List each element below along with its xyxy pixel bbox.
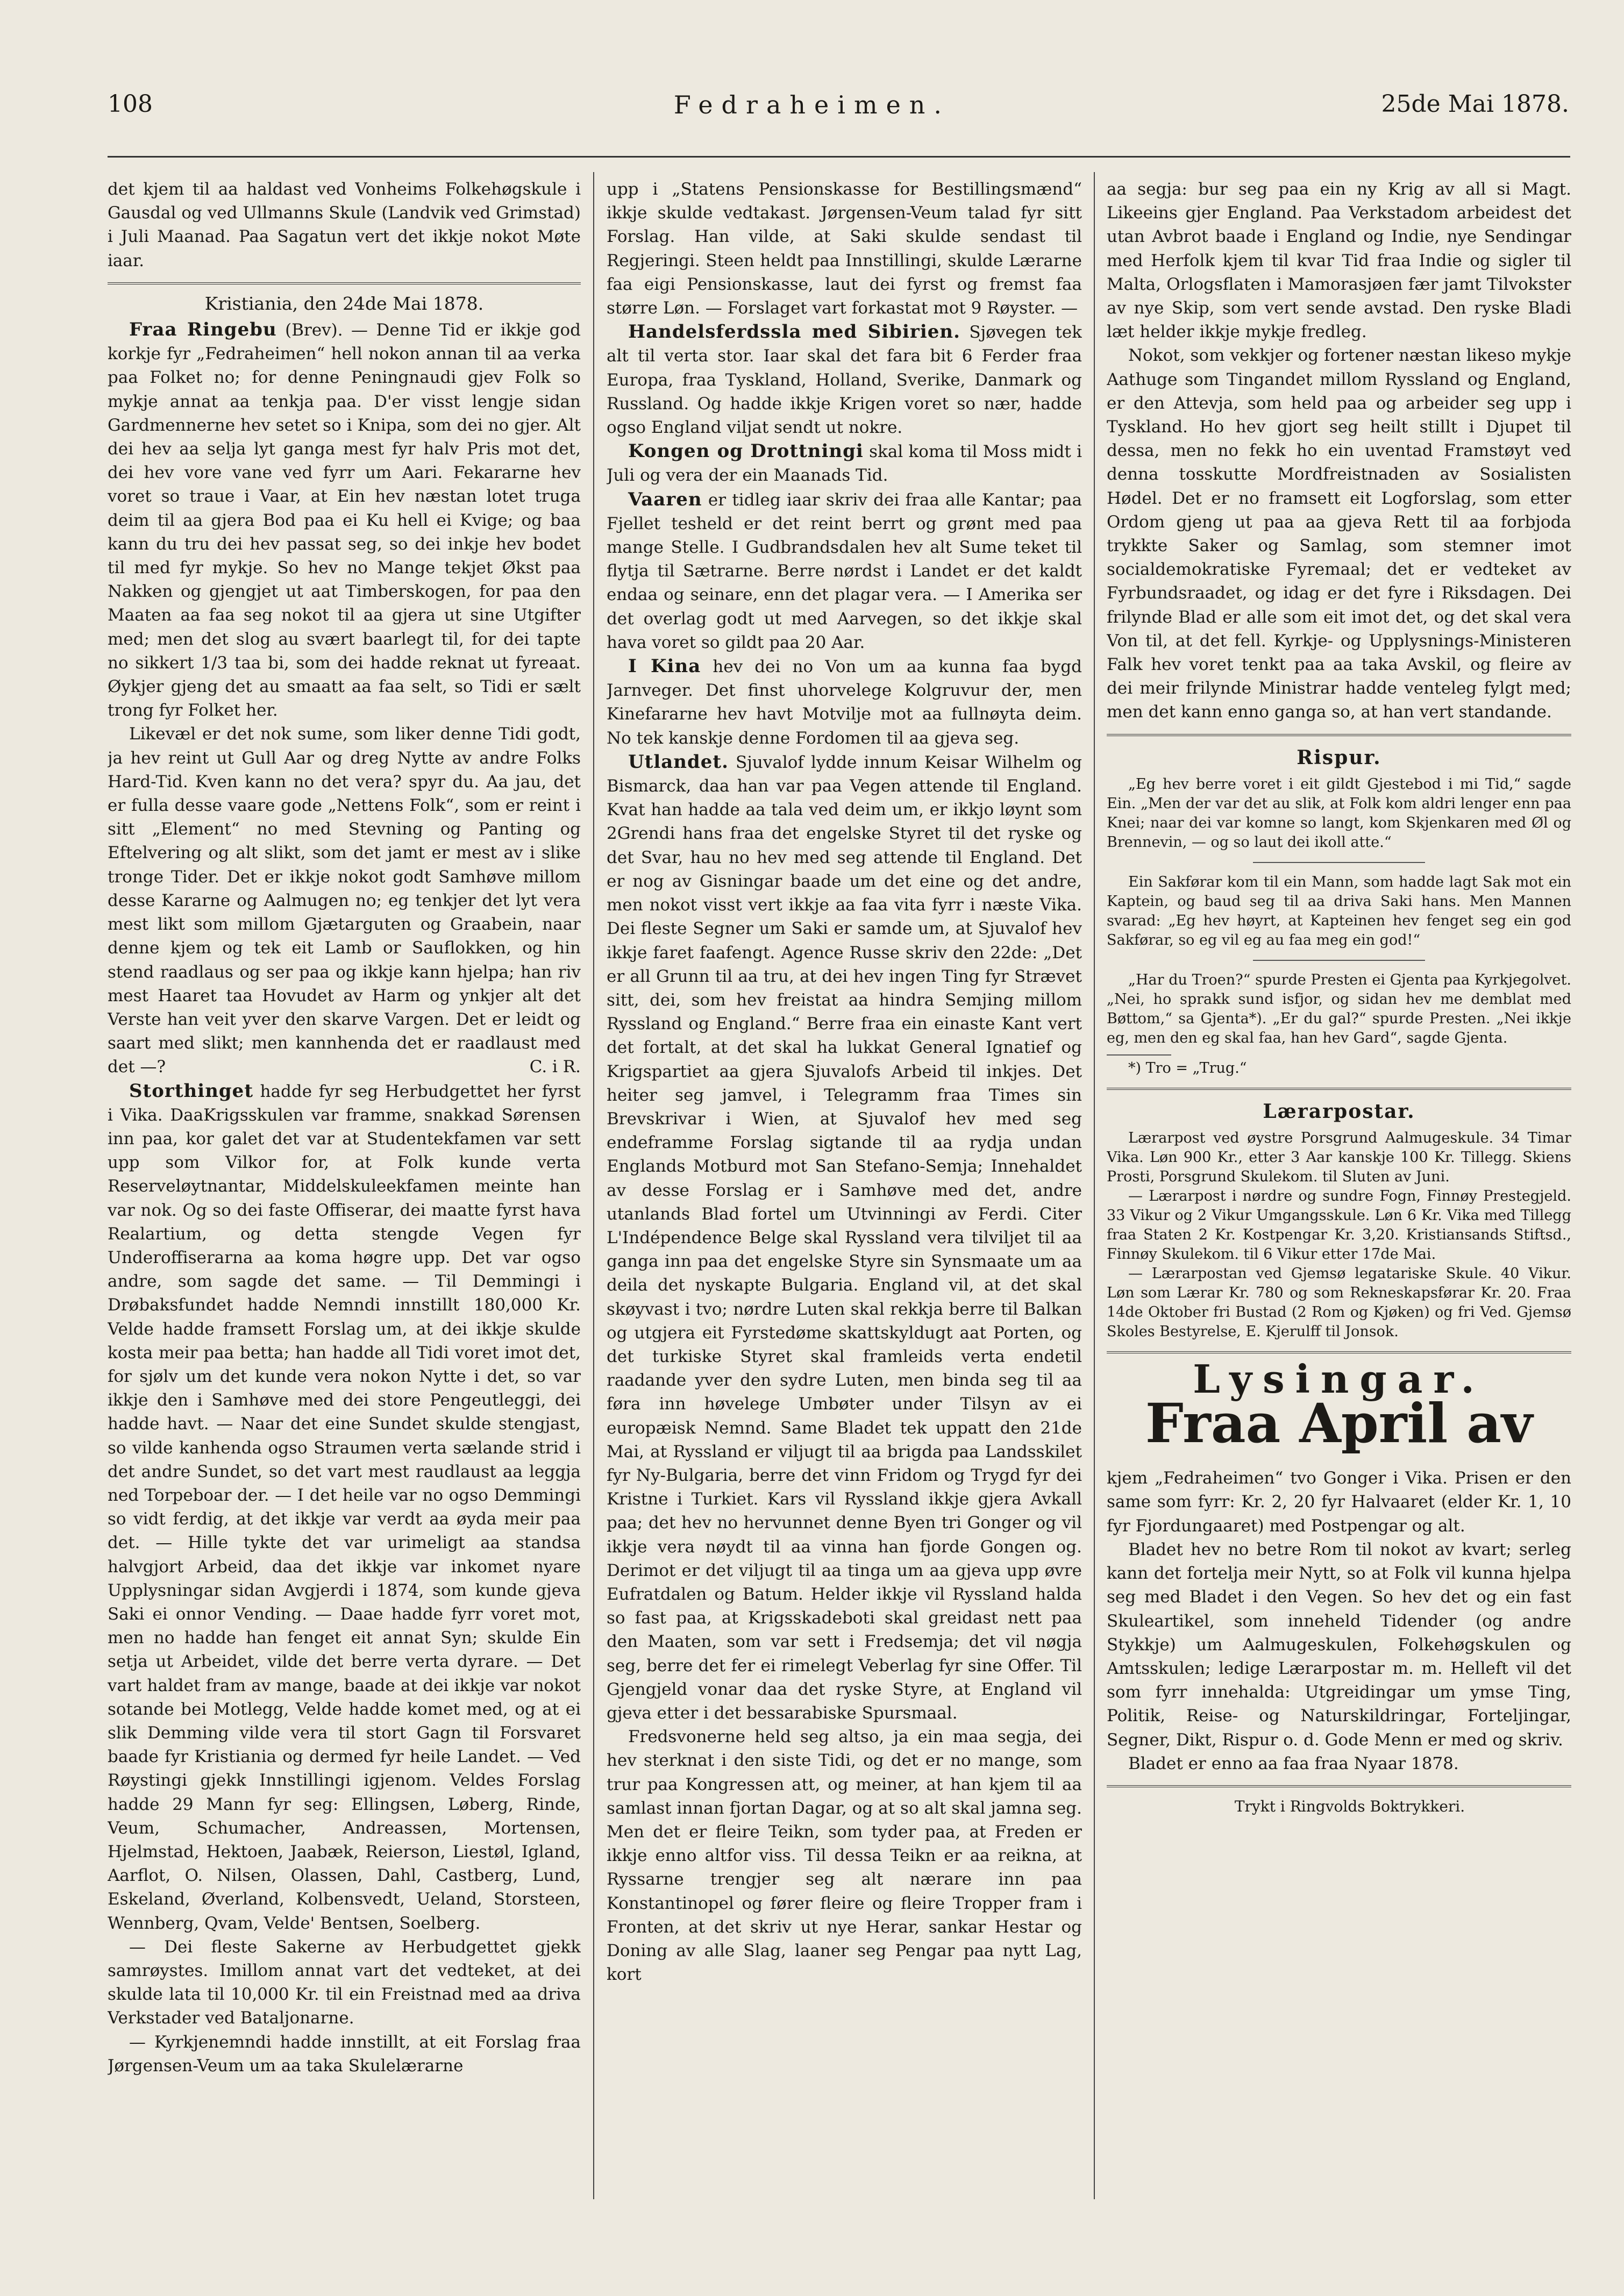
footnote-rule bbox=[1107, 1054, 1171, 1056]
paragraph bbox=[108, 318, 581, 722]
section-heading-laerarpostar: Lærarpostar. bbox=[1263, 1100, 1415, 1123]
ad-headline: Fraa April av bbox=[1145, 1392, 1533, 1456]
printer-imprint: Trykt i Ringvolds Boktrykkeri. bbox=[1234, 1797, 1465, 1815]
section-divider bbox=[1107, 1785, 1571, 1787]
article-text: Sjøvegen tek alt til verta stor. Iaar skal det fara bit 6 Ferder fraa Europa, fraa Tyskland, Holland, Sverike, Danmark og Russland. Og hadde ikkje Krigen voret so nær, hadde ogso England viljat sendt ut nokre. bbox=[607, 323, 1082, 438]
footnote: *) Tro = „Trug.“ bbox=[1128, 1059, 1247, 1076]
paragraph: Nokot, som vekkjer og fortener næstan likeso mykje Aathuge som Tingandet millom Ryssland og England, er den Attevja, som held paa og arbeider seg upp i Tyskland. Ho hev gjort seg heilt stillt i Djupet til dessa, men no fekk ho ein uventad Framstøyt ved denna tosskutte Mordfreistnaden av Sosialisten Hødel. Det er no framsett eit Logforslag, som etter Ordom gjeng ut paa aa gjeva Rett til aa forbjoda trykkte Saker og Samlag, som stemner imot socialdemokratiske Fyremaal; det er vedteket av Fyrbundsraadet, og idag er det fyre i Riksdagen. Dei frilynde Blad er alle som eit imot det, og det skal vera Von til, at det fell. Kyrkje- og Upplysnings-Ministeren Falk hev voret tenkt paa aa taka Avskil, og fleire av dei meir frilynde Ministrar hadde venteleg fylgt med; men det kann enno ganga so, at han vert standande. bbox=[1107, 346, 1571, 722]
paragraph bbox=[607, 320, 1082, 439]
paragraph: det kjem til aa haldast ved Vonheims Folkehøgskule i Gausdal og ved Ullmanns Skule (Landvik ved Grimstad) i Juli Maanad. Paa Sagatun vert det ikkje nokot Møte iaar. bbox=[108, 180, 581, 270]
section-heading-rispur: Rispur. bbox=[1297, 746, 1381, 769]
paragraph bbox=[108, 722, 581, 1079]
paragraph bbox=[607, 439, 1082, 487]
paragraph: aa segja: bur seg paa ein ny Krig av all si Magt. Likeeins gjer England. Paa Verkstadom arbeidest det utan Avbrot baade i England og Indie, nye Sendingar med Herfolk kjem til kvar Tid fraa Indie og sigler til Malta, Orlogsflaten i Mamorasjøen fær jamt Tilvokster av nye Skip, som vert sende avstad. Den ryske Bladi læt helder ikkje mykje fredleg. bbox=[1107, 180, 1571, 342]
column-divider bbox=[1094, 172, 1095, 2199]
article-kicker: Storthinget bbox=[129, 1080, 254, 1102]
anecdote: „Har du Troen?“ spurde Presten ei Gjenta paa Kyrkjegolvet. „Nei, ho sprakk sund isfjor, og sidan hev me demblat med Bøttom,“ sa Gjenta*). „Er du gal?“ spurde Presten. „Nei ikkje eg, men den eg skal faa, han hev Gard“, sagde Gjenta. bbox=[1107, 971, 1571, 1046]
masthead-title: Fedraheimen. bbox=[673, 90, 951, 119]
article-kicker: I Kina bbox=[628, 655, 701, 678]
section-divider bbox=[1107, 1088, 1571, 1090]
article-text: skal koma til Moss midt i Juli og vera der ein Maanads Tid. bbox=[607, 442, 1082, 486]
paragraph: — Kyrkjenemndi hadde innstillt, at eit Forslag fraa Jørgensen-Veum um aa taka Skulelærarne bbox=[108, 2032, 581, 2076]
ad-paragraph: kjem „Fedraheimen“ tvo Gonger i Vika. Prisen er den same som fyrr: Kr. 2, 20 fyr Halvaaret (elder Kr. 1, 10 fyr Fjordungaaret) med Postpengar og alt. bbox=[1107, 1468, 1571, 1536]
anecdote: „Eg hev berre voret i eit gildt Gjestebod i mi Tid,“ sagde Ein. „Men der var det au slik, at Folk kom aldri lenger enn paa Knei; naar dei var komne so langt, kom Skjenkaren med Øl og Brennevin, — og so laut dei ikoll atte.“ bbox=[1107, 775, 1571, 851]
column-divider bbox=[593, 172, 594, 2199]
anecdotes bbox=[1107, 775, 1571, 1078]
ad-paragraph: Bladet er enno aa faa fraa Nyaar 1878. bbox=[1128, 1753, 1459, 1773]
paragraph bbox=[607, 654, 1082, 750]
article-text: Likevæl er det nok sume, som liker denne Tidi godt, ja hev reint ut Gull Aar og dreg Nytte av andre Folks Hard-Tid. Kven kann no det vera? spyr du. Aa jau, det er fulla desse vaare gode „Nettens Folk“, som er reint i sitt „Element“ no med Stevning og Panting og Eftelvering og alt slikt, som det jamt er mest av i slike tronge Tider. Det er ikkje nokot godt Samhøve millom desse Kararne og Aalmugen no; eg tenkjer det lyt vera mest likt som millom Gjætarguten og Graabein, naar denne kjem og tek eit Lamb or Sauflokken, og hin stend raadlaus og ser paa og ikkje kann hjelpa; han riv mest Haaret taa Hovudet av Harm og ynkjer alt det Verste han veit yver den skarve Vargen. Det er leidt og saart med slikt; men kannhenda det er raadlaust med det —? bbox=[108, 724, 581, 1077]
post-listing: Lærarpost ved øystre Porsgrund Aalmugeskule. 34 Timar Vika. Løn 900 Kr., etter 3 Aar kanskje 100 Kr. Tillegg. Skiens Prosti, Porsgrund Skulekom. til Sluten av Juni. bbox=[1107, 1130, 1571, 1186]
short-divider bbox=[1253, 862, 1425, 863]
column-3 bbox=[1107, 177, 1571, 2199]
article-kicker: Kongen og Drottningi bbox=[628, 440, 864, 462]
paragraph: — Dei fleste Sakerne av Herbudgettet gjekk samrøystes. Imillom annat vart det vedteket, at dei skulde lata til 10,000 Kr. til ein Freistnad med aa driva Verkstader ved Bataljonarne. bbox=[108, 1937, 581, 2028]
section-divider bbox=[108, 282, 581, 284]
article-kicker: Handelsferdssla med Sibirien. bbox=[628, 321, 960, 343]
column-2 bbox=[607, 177, 1082, 2199]
paragraph bbox=[607, 750, 1082, 1725]
ads-heading: Lysingar. bbox=[1193, 1356, 1485, 1402]
post-listing: — Lærarpost i nørdre og sundre Fogn, Finnøy Prestegjeld. 33 Vikur og 2 Vikur Umgangsskule. Løn 6 Kr. Vika med Tillegg fraa Staten 2 Kr. Kostpengar Kr. 3,20. Kristiansands Stiftsd., Finnøy Skulekom. til 6 Vikur etter 17de Mai. bbox=[1107, 1188, 1571, 1263]
dateline: Kristiania, den 24de Mai 1878. bbox=[204, 293, 484, 314]
issue-date: 25de Mai 1878. bbox=[1381, 90, 1569, 118]
column-1 bbox=[108, 177, 581, 2199]
paragraph: Fredsvonerne held seg altso, ja ein maa segja, dei hev sterknat i den siste Tidi, og det er no mange, som trur paa Kongressen att, og meiner, at han kjem til aa samlast innan fjortan Dagar, og at so alt skal jamna seg. Men det er fleire Teikn, som tyder paa, at Freden er ikkje enno altfor viss. Til dessa Teikn er aa reikna, at Ryssarne trengjer seg alt nærare inn paa Konstantinopel og fører fleire og fleire Tropper fram i Fronten, at det skriv ut nye Herar, sankar Hestar og Doning av alle Slag, laaner seg Pengar paa nytt Lag, kort bbox=[607, 1727, 1082, 1985]
paragraph: upp i „Statens Pensionskasse for Bestillingsmænd“ ikkje skulde vedtakast. Jørgensen-Veum talad fyr sitt Forslag. Han vilde, at Saki skulde sendast til Regjeringi. Steen heldt paa Innstillingi, skulde Lærarne faa eigi Pensionskasse, laut dei fyrst og fremst faa større Løn. — Forslaget vart forkastat mot 9 Røyster. — bbox=[607, 180, 1082, 318]
article-text: er tidleg iaar skriv dei fraa alle Kantar; paa Fjellet tesheld er det reint berrt og grønt med paa mange Stelle. I Gudbrandsdalen hev alt Sume teket til flytja til Sætrarne. Berre nørdst i Landet er det kaldt endaa og seinare, enn det plagar vera. — I Amerika ser det overlag godt ut med Aarvegen, so det ikkje skal hava voret so gildt paa 20 Aar. bbox=[607, 490, 1082, 652]
section-divider bbox=[1107, 734, 1571, 736]
anecdote: Ein Sakførar kom til ein Mann, som hadde lagt Sak mot ein Kaptein, og baud seg til aa driva Saki hans. Men Mannen svarad: „Eg hev høyrt, at Kapteinen hev fenget seg ein god Sakførar, so eg vil eg au faa meg ein god!“ bbox=[1107, 873, 1571, 949]
article-text: Sjuvalof lydde innum Keisar Wilhelm og Bismarck, daa han var paa Vegen attende til England. Kvat han hadde aa tala ved deim um, er ikkjo løynt som 2Grendi hans fraa det engelske Styret til det ryske og det Svar, hau no hev med seg attende til England. Det er nog av Gisningar baade um det eine og det andre, men nokot visst vert ikkje aa faa vita fyrr i næste Vika. Dei fleste Segner um Saki er samde um, at Sjuvalof hev ikkje faret faafengt. Agence Russe skriv den 22de: „Det er all Grunn til aa tru, at dei hev ingen Ting fyr Strævet sitt, dei, som hev freistat aa hindra Semjing millom Ryssland og England.“ Berre fraa ein einaste Kant vert det fortalt, at det skal ha lukkat General Ignatief og Krigspartiet aa gjera Sjuvalofs Arbeid til inkjes. Det heiter seg jamvel, i Telegramm fraa Times sin Brevskrivar i Wien, at Sjuvalof hev med seg endeframme Forslag sigtande til aa rydja undan Englands Motburd mot San Stefano-Semja; Innehaldet av desse Forslag er i Samhøve med det, andre utanlands Blad fortel um Utvinningi av Ferdi. Citer L'Indépendence Belge skal Ryssland vera tilviljet til aa ganga inn paa det engelske Styre sin Synsmaate um aa deila det nyskapte Bulgaria. England vil, at det skal skøyvast i tvo; nørdre Luten skal rekkja berre til Balkan og utgjera eit Fyrstedøme skattskyldugt aat Porten, og det turkiske Styret skal framleids verta endetil raadande yver den sydre Luten, men binda seg til aa føra inn høvelege Umbøter under Tilsyn av ei europæisk Nemnd. Same Bladet tek uppatt den 21de Mai, at Ryssland er viljugt til aa brigda paa Landsskilet fyr Ny-Bulgaria, berre det vinn Fridom og Trygd fyr dei Kristne i Turkiet. Kars vil Ryssland ikkje gjera Avkall paa; det hev no hervunnet denne Byen tri Gonger og vil ikkje vera nøydt til aa vinna han fjorde Gongen og. Derimot er det viljugt til aa tinga um aa gjeva upp øvre Eufratdalen og Batum. Helder ikkje vil Ryssland halda so fast paa, at Krigsskadeboti skal greidast nett paa den Maaten, som var sett i Fredsemja; det vil nøgja seg, berre det fer ei rimelegt Veberlag fyr sine Offer. Til Gjengjeld vonar daa det ryske Styre, at England vil gjeva etter i det bessarabiske Spursmaal. bbox=[607, 752, 1082, 1723]
ad-paragraph: Bladet hev no betre Rom til nokot av kvart; serleg kann det fortelja meir Nytt, so at Folk vil kunna hjelpa seg med Bladet i den Vegen. So hev det og ein fast Skuleartikel, som inneheld Tidender (og andre Stykkje) um Aalmugeskulen, Folkehøgskulen og Amtsskulen; ledige Lærarpostar m. m. Helleft vil det som fyrr innehalda: Utgreidingar um ymse Ting, Politik, Reise- og Naturskildringar, Forteljingar, Segner, Dikt, Rispur o. d. Gode Menn er med og skriv. bbox=[1107, 1539, 1571, 1750]
section-divider bbox=[1107, 1351, 1571, 1353]
page-number: 108 bbox=[108, 90, 153, 118]
paragraph bbox=[108, 1079, 581, 1935]
teacher-posts bbox=[1107, 1129, 1571, 1342]
article-text: (Brev). — Denne Tid er ikkje god korkje fyr „Fedraheimen“ hell nokon annan til aa verka paa Folket no; for denne Peningnaudi gjev Folk so mykje annat aa tenkja paa. D'er visst lengje sidan Gardmennerne hev setet so i Knipa, som dei no gjer. Alt dei hev aa selja lyt ganga mest fyr halv Pris mot det, dei hev vore vane ved fyrr um Aari. Fekararne hev voret so traue i Vaar, at Ein hev næstan lotet truga deim til aa gjera Bod paa ei Ku hell ei Kvige; og baa kann du tru dei hev passat seg, so dei inkje hev bodet til med fyr mykje. So hev no Mange tekjet Økst paa Nakken og gjengjet ut aat Timberskogen, for paa den Maaten aa faa seg nokot til aa gjera ut sine Utgifter med; men det slog au svært baarlegt til, for dei tapte no sikkert 1/3 taa bi, som dei hadde reknat ut fyreaat. Øykjer gjeng det au smaatt aa faa selt, so Tidi er sælt trong fyr Folket her. bbox=[108, 320, 581, 721]
signature: C. i R. bbox=[529, 1057, 581, 1077]
article-kicker: Vaaren bbox=[628, 488, 702, 510]
paragraph bbox=[607, 488, 1082, 654]
header-rule bbox=[108, 156, 1570, 158]
post-listing: — Lærarpostan ved Gjemsø legatariske Skule. 40 Vikur. Løn som Lærar Kr. 780 og som Rekneskapsførar Kr. 20. Fraa 14de Oktober fri Bustad (2 Rom og Kjøken) og fri Ved. Gjemsø Skoles Bestyrelse, E. Kjerulff til Jonsok. bbox=[1107, 1265, 1571, 1340]
short-divider bbox=[1253, 960, 1425, 961]
article-kicker: Fraa Ringebu bbox=[129, 319, 277, 341]
article-kicker: Utlandet. bbox=[628, 751, 729, 773]
article-text: hev dei no Von um aa kunna faa bygd Jarnveger. Det finst uhorvelege Kolgruvur der, men Kinefararne hev havt Motvilje mot aa fullnøyta deim. No tek kanskje denne Fordomen til aa gjeva seg. bbox=[607, 657, 1082, 748]
article-text: hadde fyr seg Herbudgettet her fyrst i Vika. DaaKrigsskulen var framme, snakkad Sørensen inn paa, kor galet det var at Studentekfamen var sett upp som Vilkor for, at Folk kunde verta Reserveløytnantar, Middelskuleekfamen meinte han var nok. Og so dei faste Offiserar, dei maatte fyrst hava Realartium, og detta stengde Vegen fyr Underoffiserarna aa koma høgre upp. Det var ogso andre, som sagde det same. — Til Demmingi i Drøbaksfundet hadde Nemndi innstillt 180,000 Kr. Velde hadde framsett Forslag um, at dei ikkje skulde kosta meir paa betta; han hadde all Tidi voret imot det, for sjølv um det kunde vera nokon Nytte i det, so var ikkje den i Samhøve med dei store Pengeutleggi, dei hadde havt. — Naar det eine Sundet skulde stengjast, so vilde kanhenda ogso Straumen verta sælande strid i det andre Sundet, so det vart mest raudlaust aa leggja ned Torpeboar der. — I det heile var no ogso Demmingi so vidt ferdig, at det ikkje var verdt aa øyda meir paa det. — Hille tykte det var urimeligt aa standsa halvgjort Arbeid, daa det ikkje var inkomet nyare Upplysningar sidan Avgjerdi i 1874, som kunde gjeva Saki ei onnor Vending. — Daae hadde fyrr voret mot, men no hadde han fenget eit annat Syn; skulde Ein setja ut Arbeidet, vilde det berre verta dyrare. — Det vart haldet fram av mange, baade at dei ikkje var nokot sotande bei Motlegg, Velde hadde komet med, og at ei slik Demming vilde vera til stort Gagn til Forsvaret baade fyr Kristiania og dermed fyr heile Landet. — Ved Røystingi gjekk Innstillingi igjenom. Veldes Forslag hadde 29 Mann fyr seg: Ellingsen, Løberg, Rinde, Veum, Schumacher, Andreassen, Mortensen, Hjelmstad, Hektoen, Jaabæk, Reierson, Liestøl, Igland, Aarflot, O. Nilsen, Olassen, Dahl, Castberg, Lund, Eskeland, Øverland, Kolbensvedt, Ueland, Storsteen, Wennberg, Qvam, Velde' Bentsen, Soelberg. bbox=[108, 1081, 581, 1933]
